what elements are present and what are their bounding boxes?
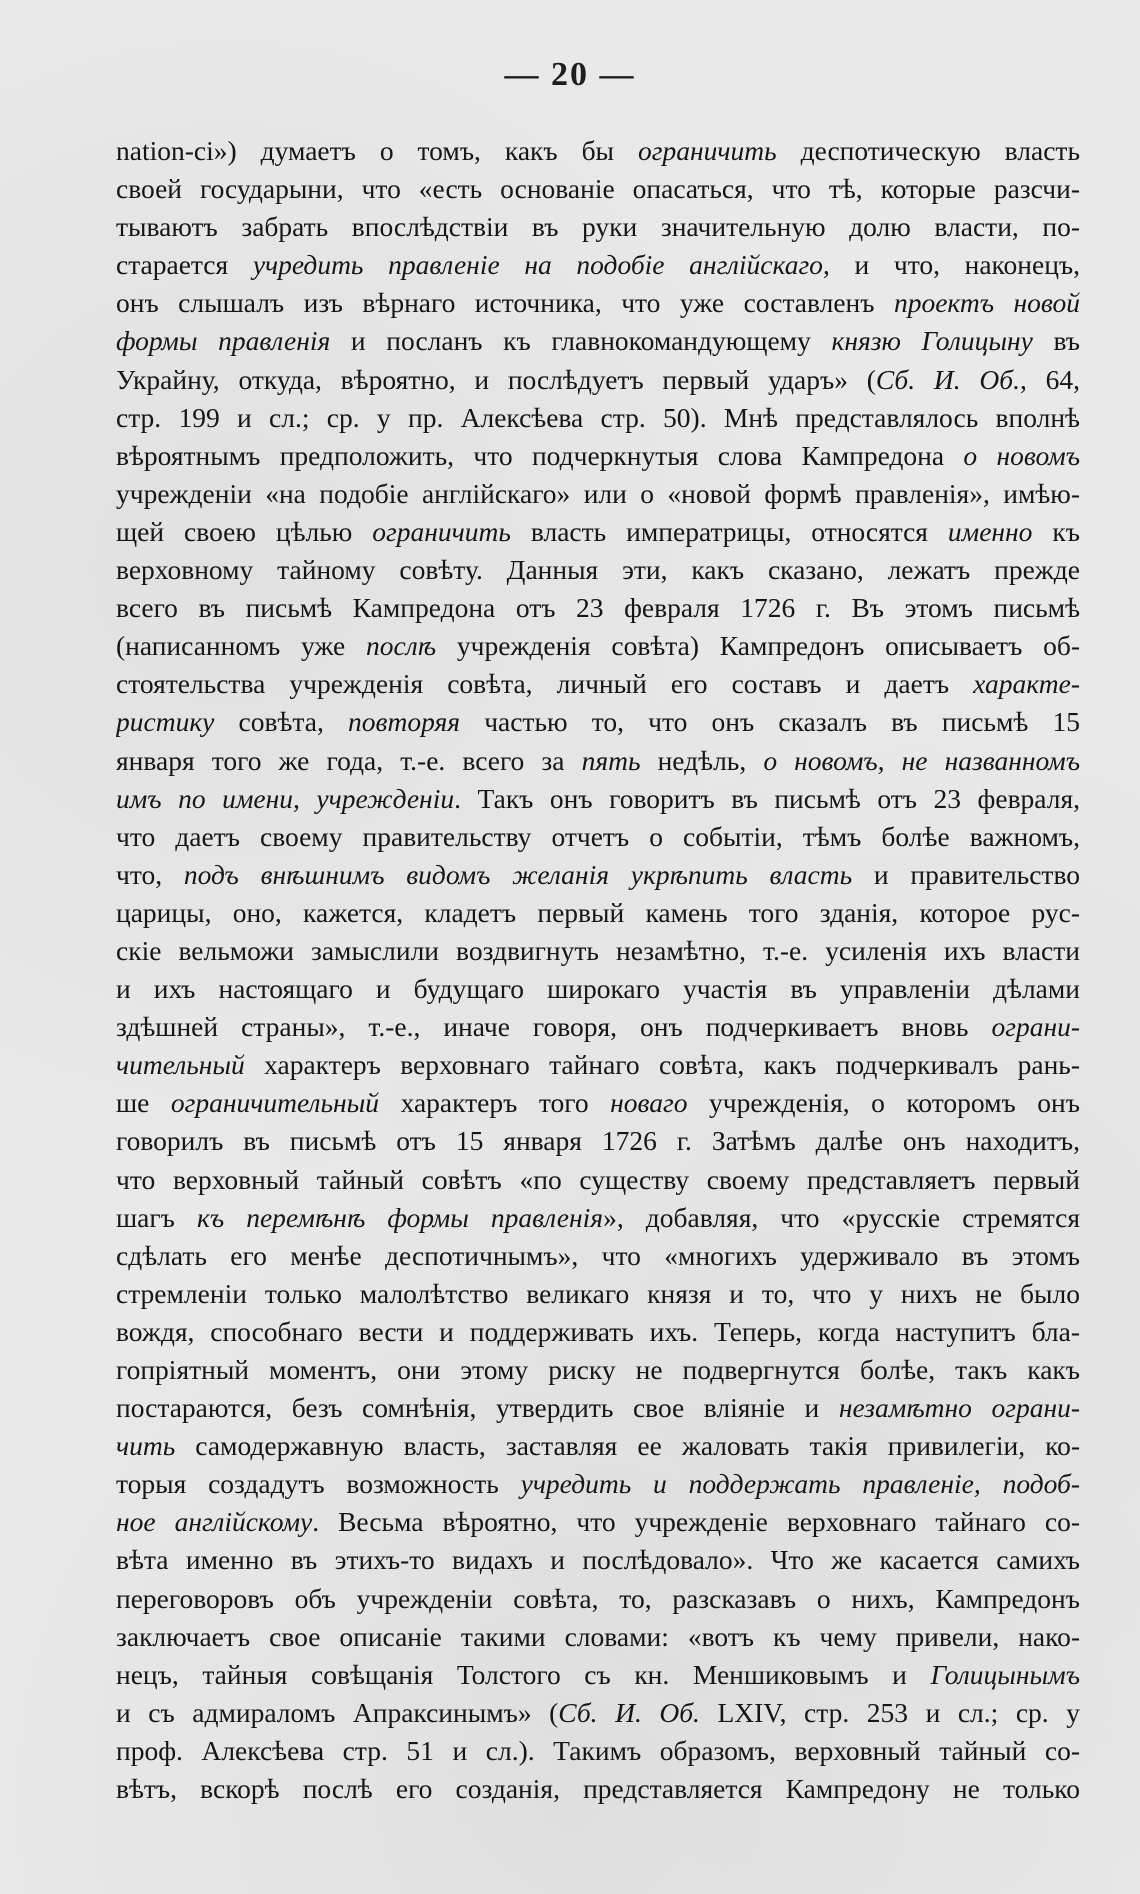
text-run: стр. 199 и сл.; ср. у пр. Алексѣева стр. 50). Мнѣ представлялось вполнѣ [116, 401, 1080, 433]
emphasized-text: характе- [973, 668, 1080, 700]
text-run: вѣтъ, вскорѣ послѣ его созданія, представляется Кампредону не только [116, 1773, 1080, 1805]
emphasized-text: новаго [610, 1087, 688, 1119]
text-run: частью то, что онъ сказалъ въ письмѣ 15 [460, 706, 1080, 738]
emphasized-text: Голицынымъ [930, 1658, 1080, 1690]
text-run: постараются, безъ сомнѣнія, утвердить свое вліяніе и [116, 1392, 839, 1424]
text-line [116, 742, 1080, 780]
text-line [116, 437, 1080, 475]
emphasized-text: учредить правленіе на подобіе англійскаго [252, 249, 823, 281]
emphasized-text: чить [116, 1430, 176, 1462]
text-run: и правительство [852, 858, 1080, 890]
text-line [116, 1694, 1080, 1732]
emphasized-text: Сб. И. Об. [558, 1696, 700, 1728]
text-line [116, 361, 1080, 399]
text-run: деспотическую власть [776, 135, 1080, 166]
text-run: вождя, способнаго вести и поддерживать ихъ. Теперь, когда наступитъ бла- [116, 1315, 1080, 1347]
emphasized-text: пять [581, 744, 641, 776]
text-line [116, 475, 1080, 513]
text-run: вѣроятнымъ предположить, что подчеркнутыя слова Кампредона [116, 439, 964, 471]
text-line [116, 1046, 1080, 1084]
text-line [116, 665, 1080, 703]
text-run: , и что, наконецъ, [822, 249, 1080, 281]
text-line [116, 856, 1080, 894]
text-run: учрежденія, о которомъ онъ [687, 1087, 1080, 1119]
text-line [116, 932, 1080, 970]
text-run: ше [116, 1087, 171, 1119]
emphasized-text: ограничительный [170, 1087, 380, 1119]
emphasized-text: повторяя [348, 706, 461, 738]
text-line [116, 322, 1080, 360]
text-run: что, [116, 858, 184, 890]
text-line [116, 703, 1080, 741]
text-line [116, 1351, 1080, 1389]
text-run: онъ слышалъ изъ вѣрнаго источника, что уже составленъ [116, 287, 894, 319]
text-line [116, 1503, 1080, 1541]
text-line [116, 1237, 1080, 1275]
text-run: здѣшней страны», т.-е., иначе говоря, онъ подчеркиваетъ вновь [116, 1011, 992, 1043]
emphasized-text: формы правленія [116, 325, 331, 357]
text-line [116, 284, 1080, 322]
text-line [116, 1541, 1080, 1579]
text-run: что верховный тайный совѣтъ «по существу своему представляетъ первый [116, 1163, 1080, 1195]
text-line [116, 1732, 1080, 1770]
text-line [116, 780, 1080, 818]
text-run: сдѣлать его менѣе деспотичнымъ», что «многихъ удерживало въ этомъ [116, 1239, 1080, 1271]
text-run: стоятельства учрежденія совѣта, личный его составъ и даетъ [116, 668, 974, 700]
emphasized-text: о новомъ [963, 439, 1080, 471]
text-run: самодержавную власть, заставляя ее жаловать такія привилегіи, ко- [175, 1430, 1080, 1462]
text-line [116, 1199, 1080, 1237]
text-run: торыя создадутъ возможность [116, 1468, 521, 1500]
text-run: характеръ того [379, 1087, 611, 1119]
text-run: , 64, [1019, 363, 1080, 395]
text-line [116, 1313, 1080, 1351]
emphasized-text: проектъ новой [893, 287, 1080, 319]
text-run: что даетъ своему правительству отчетъ о событіи, тѣмъ болѣе важномъ, [116, 820, 1080, 852]
text-run: нецъ, тайныя совѣщанія Толстого съ кн. Меншиковымъ и [116, 1658, 931, 1690]
text-line [116, 1084, 1080, 1122]
text-run: царицы, оно, кажется, кладетъ первый камень того зданія, которое рус- [116, 896, 1080, 928]
emphasized-text: князю Голицыну [831, 325, 1033, 357]
text-run: и съ адмираломъ Апраксинымъ» ( [116, 1696, 559, 1728]
emphasized-text: ное англійскому [116, 1506, 313, 1538]
text-run: шагъ [116, 1201, 197, 1233]
text-line [116, 1008, 1080, 1046]
text-run: », добавляя, что «русскіе стремятся [603, 1201, 1080, 1233]
emphasized-text: о новомъ, не названномъ [763, 744, 1080, 776]
text-run: и ихъ настоящаго и будущаго широкаго участія въ управленіи дѣлами [116, 973, 1080, 1005]
text-line [116, 818, 1080, 856]
text-run: старается [116, 249, 253, 281]
text-run: къ [1032, 515, 1080, 547]
emphasized-text: Сб. И. Об. [875, 363, 1020, 395]
text-line [116, 551, 1080, 589]
text-run: LXIV, стр. 253 и сл.; ср. у [699, 1696, 1080, 1728]
emphasized-text: незамѣтно ограни- [838, 1392, 1080, 1424]
text-run: Украйну, откуда, вѣроятно, и послѣдуетъ первый ударъ» ( [116, 363, 876, 395]
text-run: переговоровъ объ учрежденіи совѣта, то, разсказавъ о нихъ, Кампредонъ [116, 1582, 1080, 1614]
text-line [116, 1427, 1080, 1465]
emphasized-text: именно [947, 515, 1033, 547]
emphasized-text: послѣ [366, 630, 437, 662]
text-run: недѣль, [640, 744, 764, 776]
text-run: и посланъ къ главнокомандующему [330, 325, 832, 357]
text-line [116, 1770, 1080, 1808]
text-line [116, 399, 1080, 437]
text-run: щей своею цѣлью [116, 515, 373, 547]
text-run: верховному тайному совѣту. Данныя эти, какъ сказано, лежатъ прежде [116, 554, 1080, 586]
text-line [116, 513, 1080, 551]
text-line [116, 1122, 1080, 1160]
text-run: скіе вельможи замыслили воздвигнуть незамѣтно, т.-е. усиленія ихъ власти [116, 934, 1080, 966]
text-line [116, 208, 1080, 246]
text-run: совѣта, [214, 706, 349, 738]
body-text [116, 132, 1080, 1808]
text-line [116, 627, 1080, 665]
emphasized-text: къ перемѣнѣ формы правленія [196, 1201, 604, 1233]
text-run: вѣта именно въ этихъ-то видахъ и послѣдовало». Что же касается самихъ [116, 1544, 1080, 1576]
text-run: . Весьма вѣроятно, что учрежденіе верховнаго тайнаго со- [312, 1506, 1080, 1538]
text-run: характеръ верховнаго тайнаго совѣта, какъ подчеркивалъ рань- [244, 1049, 1080, 1081]
text-run: стремленіи только малолѣтство великаго князя и то, что у нихъ не было [116, 1277, 1080, 1309]
emphasized-text: учредить и поддержать правленіе, подоб- [520, 1468, 1080, 1500]
text-run: . Такъ онъ говоритъ въ письмѣ отъ 23 февраля, [454, 782, 1080, 814]
text-run: своей государыни, что «есть основаніе опасаться, что тѣ, которые разсчи- [116, 173, 1080, 205]
text-run: (написанномъ уже [116, 630, 367, 662]
text-line [116, 894, 1080, 932]
text-line [116, 1618, 1080, 1656]
emphasized-text: чительный [116, 1049, 245, 1081]
text-run: всего въ письмѣ Кампредона отъ 23 февраля 1726 г. Въ этомъ письмѣ [116, 592, 1080, 624]
text-line [116, 1580, 1080, 1618]
text-run: nation-ci») думаетъ о томъ, какъ бы [116, 135, 638, 166]
text-line [116, 170, 1080, 208]
text-run: января того же года, т.-е. всего за [116, 744, 582, 776]
text-line [116, 1465, 1080, 1503]
emphasized-text: ограничить [638, 135, 777, 166]
text-run: учрежденіи «на подобіе англійскаго» или о «новой формѣ правленія», имѣю- [116, 477, 1080, 509]
text-line [116, 1656, 1080, 1694]
text-line [116, 1161, 1080, 1199]
emphasized-text: имъ по имени, учрежденіи [116, 782, 455, 814]
emphasized-text: ограни- [991, 1011, 1080, 1043]
text-run: учрежденія совѣта) Кампредонъ описываетъ об- [436, 630, 1080, 662]
text-run: заключаетъ свое описаніе такими словами: «вотъ къ чему привели, нако- [116, 1620, 1080, 1652]
text-run: проф. Алексѣева стр. 51 и сл.). Такимъ образомъ, верховный тайный со- [116, 1734, 1080, 1766]
text-run: въ [1032, 325, 1080, 357]
text-line [116, 1275, 1080, 1313]
text-run: тываютъ забрать впослѣдствіи въ руки значительную долю власти, по- [116, 211, 1080, 243]
emphasized-text: подъ внѣшнимъ видомъ желанія укрѣпить власть [183, 858, 853, 890]
emphasized-text: ристику [116, 706, 215, 738]
text-line [116, 132, 1080, 170]
text-run: власть императрицы, относятся [510, 515, 948, 547]
text-line [116, 246, 1080, 284]
emphasized-text: ограничить [372, 515, 511, 547]
text-line [116, 970, 1080, 1008]
page-number: — 20 — [504, 56, 636, 93]
text-line [116, 1389, 1080, 1427]
text-run: гопріятный моментъ, они этому риску не подвергнутся болѣе, такъ какъ [116, 1354, 1080, 1385]
text-line [116, 589, 1080, 627]
text-run: говорилъ въ письмѣ отъ 15 января 1726 г. Затѣмъ далѣе онъ находитъ, [116, 1125, 1080, 1157]
